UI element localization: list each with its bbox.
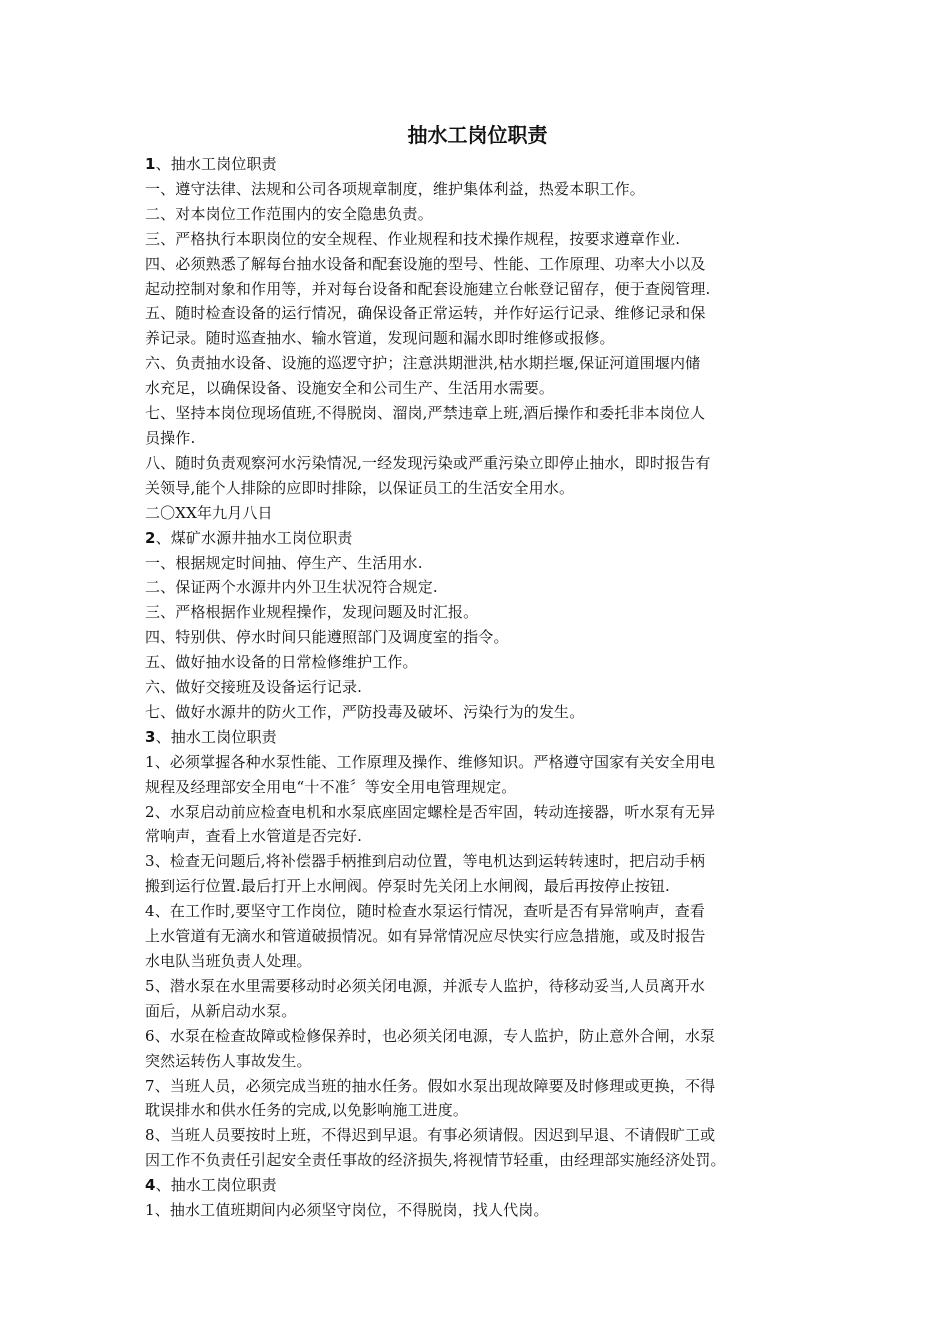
paragraph-line: 因工作不负责任引起安全责任事故的经济损失,将视情节轻重，由经理部实施经济处罚。 — [145, 1151, 726, 1170]
paragraph-line: 水电队当班负责人处理。 — [145, 952, 312, 970]
section-heading — [145, 1173, 810, 1198]
paragraph-line: 常响声，查看上水管道是否完好. — [145, 827, 363, 846]
paragraph-line: 面后，从新启动水泵。 — [145, 1001, 297, 1020]
paragraph-line: 7、当班人员，必须完成当班的抽水任务。假如水泵出现故障要及时修理或更换，不得 — [145, 1076, 716, 1095]
section-number: 1 — [145, 155, 156, 173]
section-heading-text: 、抽水工岗位职责 — [155, 727, 277, 746]
paragraph-line: 五、随时检查设备的运行情况，确保设备正常运转，并作好运行记录、维修记录和保 — [145, 304, 706, 323]
paragraph-line: 突然运转伤人事故发生。 — [145, 1051, 312, 1070]
paragraph-line: 二、保证两个水源井内外卫生状况符合规定. — [145, 578, 438, 597]
paragraph-line: 8、当班人员要按时上班，不得迟到早退。有事必须请假。因迟到早退、不请假旷工或 — [145, 1126, 716, 1145]
paragraph-line: 二〇XX年九月八日 — [145, 503, 273, 522]
paragraph-line: 一、遵守法律、法规和公司各项规章制度，维护集体利益，热爱本职工作。 — [145, 179, 645, 198]
section-heading — [145, 152, 810, 177]
paragraph-line: 四、必须熟悉了解每台抽水设备和配套设施的型号、性能、工作原理、功率大小以及 — [145, 254, 706, 273]
paragraph-line: 上水管道有无滴水和管道破损情况。如有异常情况应尽快实行应急措施，或及时报告 — [145, 927, 706, 946]
paragraph-line: 七、坚持本岗位现场值班,不得脱岗、溜岗,严禁违章上班,酒后操作和委托非本岗位人 — [145, 404, 706, 423]
paragraph-line: 5、潜水泵在水里需要移动时必须关闭电源，并派专人监护，待移动妥当,人员离开水 — [145, 976, 706, 995]
section-heading-text: 、煤矿水源井抽水工岗位职责 — [155, 528, 353, 547]
paragraph-line: 6、水泵在检查故障或检修保养时，也必须关闭电源，专人监护，防止意外合闸，水泵 — [145, 1026, 716, 1045]
paragraph-line: 关领导,能个人排除的应即时排除，以保证员工的生活安全用水。 — [145, 478, 575, 497]
section-number: 2 — [145, 528, 156, 547]
paragraph-line: 起动控制对象和作用等，并对每台设备和配套设施建立台帐登记留存，便于查阅管理. — [145, 279, 711, 298]
paragraph-line: 3、检查无问题后,将补偿器手柄推到启动位置，等电机达到运转转速时，把启动手柄 — [145, 852, 706, 871]
paragraph-line: 一、根据规定时间抽、停生产、生活用水. — [145, 553, 423, 572]
section-heading-text: 、抽水工岗位职责 — [155, 155, 277, 173]
section-number: 3 — [145, 727, 156, 746]
paragraph-line: 七、做好水源井的防火工作，严防投毒及破坏、污染行为的发生。 — [145, 702, 585, 721]
paragraph-line: 养记录。随时巡查抽水、输水管道，发现问题和漏水即时维修或报修。 — [145, 329, 615, 348]
paragraph-line: 规程及经理部安全用电“十不准〞等安全用电管理规定。 — [145, 777, 517, 796]
document-body — [145, 152, 810, 1223]
paragraph-line: 六、负责抽水设备、设施的巡逻守护；注意洪期泄洪,枯水期拦堰,保证河道围堰内储 — [145, 354, 701, 373]
paragraph-line: 2、水泵启动前应检查电机和水泵底座固定螺栓是否牢固，转动连接器，听水泵有无异 — [145, 802, 716, 821]
section-heading-text: 、抽水工岗位职责 — [155, 1176, 277, 1195]
section-heading — [145, 526, 810, 551]
document-title: 抽水工岗位职责 — [407, 123, 548, 147]
paragraph-line: 八、随时负责观察河水污染情况,一经发现污染或严重污染立即停止抽水，即时报告有 — [145, 453, 711, 472]
paragraph-line: 1、必须掌握各种水泵性能、工作原理及操作、维修知识。严格遵守国家有关安全用电 — [145, 752, 716, 771]
paragraph-line: 三、严格执行本职岗位的安全规程、作业规程和技术操作规程，按要求遵章作业. — [145, 229, 681, 248]
paragraph-line: 六、做好交接班及设备运行记录. — [145, 678, 363, 697]
paragraph-line: 四、特别供、停水时间只能遵照部门及调度室的指令。 — [145, 628, 509, 647]
paragraph-line: 水充足，以确保设备、设施安全和公司生产、生活用水需要。 — [145, 379, 555, 398]
paragraph-line: 员操作. — [145, 428, 196, 447]
section-number: 4 — [145, 1176, 156, 1195]
paragraph-line: 耽误排水和供水任务的完成,以免影响施工进度。 — [145, 1101, 469, 1120]
paragraph-line: 五、做好抽水设备的日常检修维护工作。 — [145, 653, 418, 672]
paragraph-line: 4、在工作时,要坚守工作岗位，随时检查水泵运行情况，查听是否有异常响声，查看 — [145, 902, 706, 921]
paragraph-line: 搬到运行位置.最后打开上水闸阀。停泵时先关闭上水闸阀，最后再按停止按钮. — [145, 877, 670, 896]
paragraph-line: 1、抽水工值班期间内必须坚守岗位，不得脱岗，找人代岗。 — [145, 1201, 549, 1220]
paragraph-line: 三、严格根据作业规程操作，发现问题及时汇报。 — [145, 603, 479, 622]
section-heading — [145, 725, 810, 750]
paragraph-line: 二、对本岗位工作范围内的安全隐患负责。 — [145, 204, 433, 223]
